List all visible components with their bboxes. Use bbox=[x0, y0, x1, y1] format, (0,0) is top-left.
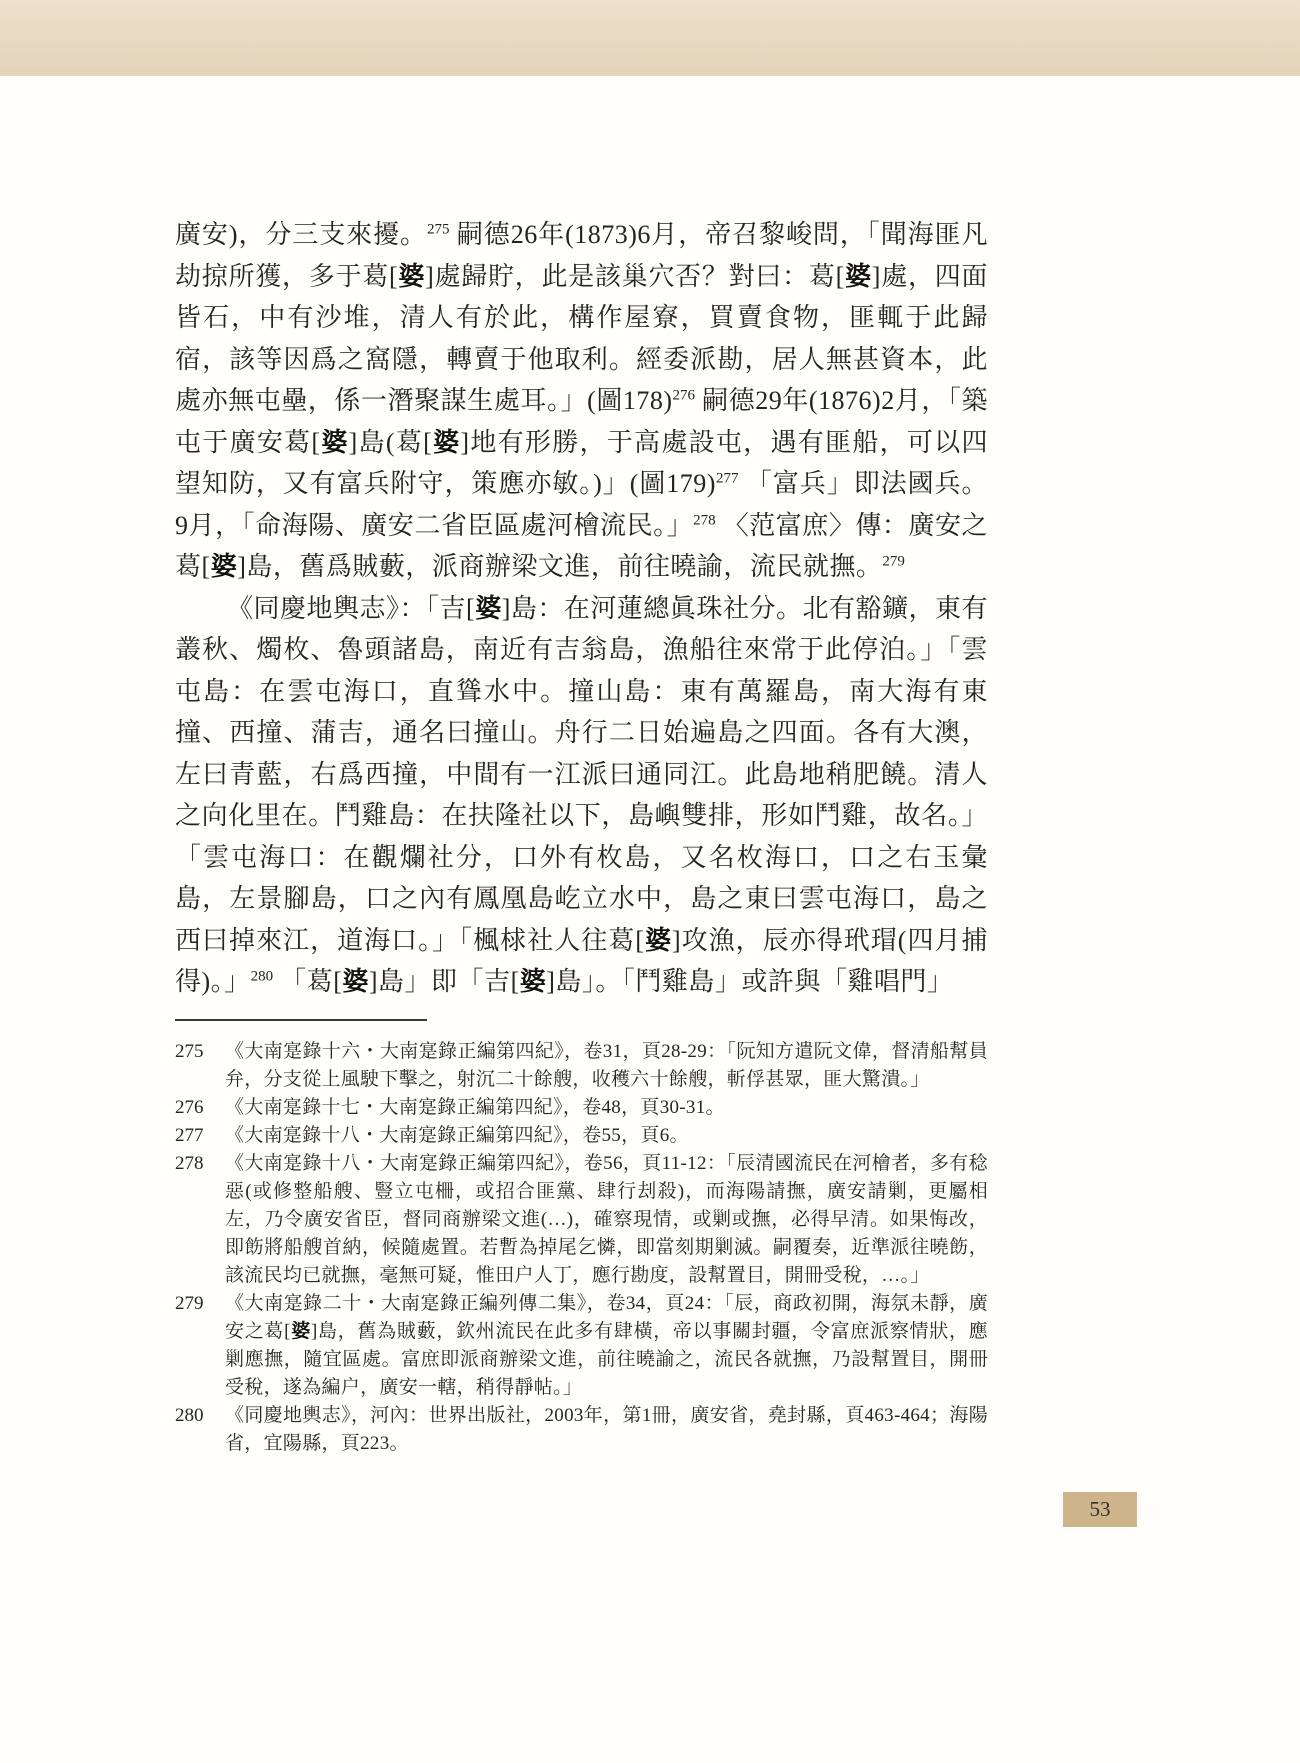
page-number-badge bbox=[1063, 1492, 1137, 1527]
footnote-number: 278 bbox=[175, 1152, 204, 1174]
bracketed-bold-char: [婆] bbox=[635, 925, 682, 955]
footnote bbox=[175, 1094, 988, 1122]
bracketed-bold-char: [婆] bbox=[201, 552, 247, 581]
footnote-ref: 278 bbox=[693, 511, 716, 528]
footnote bbox=[175, 1038, 988, 1094]
footnote bbox=[175, 1122, 988, 1150]
footnote-ref: 280 bbox=[250, 968, 274, 985]
footnote-ref: 275 bbox=[426, 221, 450, 238]
bracketed-bold-char: [婆] bbox=[284, 1320, 318, 1342]
bracketed-bold-char: [婆] bbox=[466, 593, 511, 623]
footnote-text: 《大南寔錄二十・大南寔錄正編列傳二集》，卷34，頁24：「辰，商政初開，海氛未靜，廣安之葛[婆]島，舊為賊藪，欽州流民在此多有肆橫，帝以事關封疆，令富庶派察情狀，應剿應撫，隨宜區處。富庶即派商辦梁文進，前往曉諭之，流民各就撫，乃設幫置目，開冊受稅，遂為編户，廣安一轄，稍得靜帖。」 bbox=[225, 1292, 988, 1398]
paragraph: 廣安)，分三支來擾。$^{275}$ 嗣德26年(1873)6月，帝召黎峻問，「聞海匪凡劫掠所獲，多于葛[婆]處歸貯，此是該巢穴否？對曰：葛[婆]處，四面皆石，中有沙堆，清人有於此，構作屋寮，買賣食物，匪輒于此歸宿，該等因爲之窩隱，轉賣于他取利。經委派勘，居人無甚資本，此處亦無屯壘，係一潛聚謀生處耳。」(圖178)$^{276}$ 嗣德29年(1876)2月，「築屯于廣安葛[婆]島(葛[婆]地有形勝，于高處設屯，遇有匪船，可以四望知防，又有富兵附守，策應亦敏。)」(圖179)$^{277}$ 「富兵」即法國兵。9月，「命海陽、廣安二省臣區處河檜流民。」$^{278}$ 〈范富庶〉傳：廣安之葛[婆]島，舊爲賊藪，派商辦梁文進，前往曉諭，流民就撫。$^{279}$ bbox=[175, 220, 988, 581]
bracketed-bold-char: [婆] bbox=[388, 261, 435, 291]
page-content bbox=[175, 0, 988, 1458]
footnotes bbox=[175, 1038, 988, 1458]
footnote-ref: 279 bbox=[882, 553, 905, 570]
bracketed-bold-char: [婆] bbox=[311, 427, 358, 457]
footnote-text: 《大南寔錄十六・大南寔錄正編第四紀》，卷31，頁28-29：「阮知方遣阮文偉，督清船幫員弁，分支從上風駛下擊之，射沉二十餘艘，收穫六十餘艘，斬俘甚眾，匪大驚潰。」 bbox=[225, 1040, 988, 1090]
footnote bbox=[175, 1290, 988, 1402]
paragraph: 《同慶地輿志》：「吉[婆]島：在河蓮總眞珠社分。北有豁鑛，東有叢秋、燭枚、魯頭諸島，南近有吉翁島，漁船往來常于此停泊。」「雲屯島：在雲屯海口，直聳水中。撞山島：東有萬羅島，南大海有東撞、西撞、蒲吉，通名曰撞山。舟行二日始遍島之四面。各有大澳，左曰青藍，右爲西撞，中間有一江派曰通同江。此島地稍肥饒。清人之向化里在。鬥雞島：在扶隆社以下，島嶼雙排，形如鬥雞，故名。」「雲屯海口：在觀爛社分，口外有枚島，又名枚海口，口之右玉彙島，左景腳島，口之內有鳳凰島屹立水中，島之東曰雲屯海口，島之西曰掉來江，道海口。」「楓梂社人往葛[婆]攻漁，辰亦得玳瑁(四月捕得)。」$^{280}$ 「葛[婆]島」即「吉[婆]島」。「鬥雞島」或許與「雞唱門」 bbox=[175, 593, 988, 996]
footnote-number: 275 bbox=[175, 1040, 204, 1062]
footnote bbox=[175, 1402, 988, 1458]
footnote-ref: 276 bbox=[672, 387, 696, 404]
bracketed-bold-char: [婆] bbox=[423, 427, 470, 457]
body-text bbox=[175, 214, 988, 1003]
footnote-text: 《大南寔錄十八・大南寔錄正編第四紀》，卷55，頁6。 bbox=[225, 1124, 689, 1146]
footnote bbox=[175, 1150, 988, 1290]
bracketed-bold-char: [婆] bbox=[510, 967, 556, 996]
footnote-separator bbox=[175, 1019, 427, 1021]
footnote-number: 280 bbox=[175, 1404, 204, 1426]
bracketed-bold-char: [婆] bbox=[333, 967, 379, 996]
footnote-text: 《同慶地輿志》，河內：世界出版社，2003年，第1冊，廣安省，堯封縣，頁463-464；海陽省，宜陽縣，頁223。 bbox=[225, 1404, 988, 1454]
footnote-ref: 277 bbox=[715, 470, 739, 487]
footnote-text: 《大南寔錄十八・大南寔錄正編第四紀》，卷56，頁11-12：「辰清國流民在河檜者，多有稔惡(或修整船艘、豎立屯柵，或招合匪黨、肆行刦殺)，而海陽請撫，廣安請剿，更屬相左，乃令廣安省臣，督同商辦梁文進(…)，確察現情，或剿或撫，必得早清。如果悔改，即飭將船艘首納，候隨處置。若暫為掉尾乞憐，即當刻期剿滅。嗣覆奏，近準派往曉飭，該流民均已就撫，毫無可疑，惟田户人丁，應行勘度，設幫置目，開冊受稅，…。」 bbox=[225, 1152, 988, 1286]
footnote-number: 276 bbox=[175, 1096, 204, 1118]
footnote-number: 279 bbox=[175, 1292, 204, 1314]
page-number: 53 bbox=[1089, 1497, 1111, 1521]
footnote-number: 277 bbox=[175, 1124, 204, 1146]
footnote-text: 《大南寔錄十七・大南寔錄正編第四紀》，卷48，頁30-31。 bbox=[225, 1096, 725, 1118]
bracketed-bold-char: [婆] bbox=[835, 261, 881, 291]
